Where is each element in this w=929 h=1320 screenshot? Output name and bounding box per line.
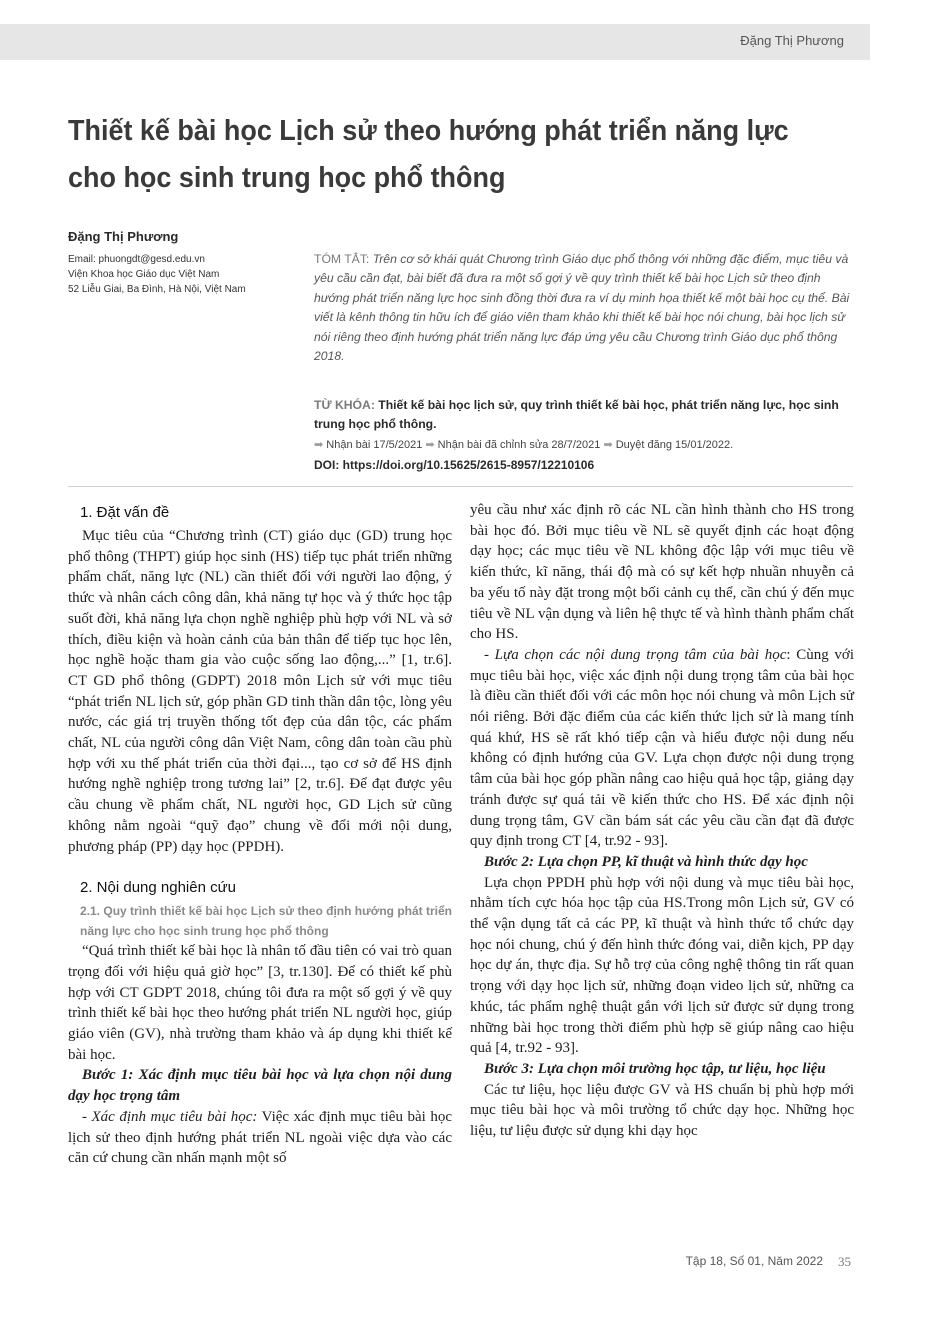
date-accepted: Duyệt đăng 15/01/2022. <box>615 439 734 451</box>
right-paragraph-2-lead: - Lựa chọn các nội dung trọng tâm của bài học <box>484 646 787 663</box>
author-institute: Viện Khoa học Giáo dục Việt Nam <box>68 269 220 280</box>
header-divider <box>68 486 853 487</box>
page-number: 35 <box>838 1254 851 1269</box>
step-1-lead: - Xác định mục tiêu bài học: <box>82 1108 258 1125</box>
section-2-title: 2. Nội dung nghiên cứu <box>80 879 236 897</box>
page-footer <box>0 1250 929 1272</box>
section-2-paragraph: “Quá trình thiết kế bài học là nhân tố đầu tiên có vai trò quan trọng đối với hiệu quả giờ học” [3, tr.130]. Để có thiết kế phù hợp với CT GDPT 2018, chúng tôi đưa ra một số gợi ý về quy trình thiết kế bài học theo hướng phát triển NL người học, giúp giáo viên (GV), nhà trường tham khảo và áp dụng khi thiết kế bài học. <box>68 943 452 1063</box>
body-column-right <box>470 500 854 1142</box>
keywords <box>314 396 854 435</box>
author-name: Đặng Thị Phương <box>68 229 179 244</box>
abstract-text: Trên cơ sở khái quát Chương trình Giáo dục phổ thông với những đặc điểm, mục tiêu và yêu cầu cần đạt, bài biết đã đưa ra một số gợi ý về quy trình thiết kế bài học Lịch sử theo định hướng phát triển năng lực học sinh đồng thời đưa ra ví dụ minh họa thiết kế một bài học cụ thể. Bài viết là kênh thông tin hữu ích để giáo viên tham khảo khi thiết kế bài học nói chung, bài học lịch sử nói riêng theo định hướng phát triển năng lực đáp ứng yêu cầu Chương trình Giáo dục phổ thông 2018. <box>314 252 850 364</box>
step-1-title: Bước 1: Xác định mục tiêu bài học và lựa chọn nội dung dạy học trọng tâm <box>68 1067 452 1105</box>
subsection-2-1-title: 2.1. Quy trình thiết kế bài học Lịch sử theo định hướng phát triển năng lực cho học sinh trung học phổ thông <box>80 904 452 939</box>
step-3-paragraph: Các tư liệu, học liệu được GV và HS chuẩn bị phù hợp mới mục tiêu bài học và môi trường tổ chức dạy học. Những học liệu, tư liệu được sử dụng khi dạy học <box>470 1081 854 1140</box>
step-2-paragraph: Lựa chọn PPDH phù hợp với nội dung và mục tiêu bài học, nhằm tích cực hóa học tập của HS.Trong môn Lịch sử, GV có thể vận dụng tất cả các PP, kĩ thuật và hình thức tổ chức dạy học nói chung, chú ý đến hình thức đóng vai, diễn kịch, PP dạy học dự án, thực địa. Sự hỗ trợ của công nghệ thông tin rất quan trọng với dạy học lịch sử, những đoạn video lịch sử, những ca khúc, tác phẩm nghệ thuật gắn với lịch sử được sử dụng trong những bài học trong thời điểm phù hợp sẽ giúp nâng cao hiệu quả [4, tr.92 - 93]. <box>470 874 854 1057</box>
arrow-icon: ➡ <box>603 439 613 451</box>
section-1-paragraph: Mục tiêu của “Chương trình (CT) giáo dục (GD) trung học phổ thông (THPT) giúp học sinh (HS) tiếp tục phát triển những phẩm chất, năng lực (NL) cần thiết đối với người lao động, ý thức và nhân cách công dân, khả năng tự học và ý thức học tập suốt đời, khả năng lựa chọn nghề nghiệp phù hợp với NL và sở thích, điều kiện và hoàn cảnh của bản thân để tiếp tục học lên, học nghề hoặc tham gia vào cuộc sống lao động,...” [1, tr.6]. CT GD phổ thông (GDPT) 2018 môn Lịch sử với mục tiêu “phát triển NL lịch sử, góp phần GD tinh thần dân tộc, lòng yêu nước, các giá trị truyền thống tốt đẹp của dân tộc, các phẩm chất, NL của người công dân Việt Nam, công dân toàn cầu phù hợp với xu thế phát triển của thời đại..., tạo cơ sở để HS định hướng nghề nghiệp trong tương lai” [2, tr.6]. Để đạt được yêu cầu chung về phẩm chất, NL người học, GD Lịch sử cũng không nằm ngoài “quỹ đạo” chung về đổi mới nội dung, phương pháp (PP) dạy học (PPDH). <box>68 528 452 855</box>
date-received: Nhận bài 17/5/2021 <box>326 439 423 451</box>
step-1-paragraph <box>68 1107 452 1169</box>
arrow-icon: ➡ <box>314 439 324 451</box>
running-header <box>0 24 870 60</box>
date-revised: Nhận bài đã chỉnh sửa 28/7/2021 <box>437 439 601 451</box>
step-1-text: Việc xác định mục tiêu bài học lịch sử theo định hướng phát triển NL ngoài việc dựa vào các căn cứ chung cần nhấn mạnh một số <box>68 1108 452 1167</box>
abstract <box>314 250 854 366</box>
step-2-title: Bước 2: Lựa chọn PP, kĩ thuật và hình thức dạy học <box>484 853 808 870</box>
title-line-2: cho học sinh trung học phổ thông <box>68 162 506 194</box>
article-dates <box>314 438 854 451</box>
step-3-title: Bước 3: Lựa chọn môi trường học tập, tư liệu, học liệu <box>484 1060 826 1077</box>
body-column-left <box>68 500 452 1169</box>
right-paragraph-2-text: : Cùng với mục tiêu bài học, việc xác định nội dung trọng tâm của bài học là điều cần thiết đối với các môn học nói chung và môn Lịch sử nói riêng. Bởi đặc điểm của các kiến thức lịch sử là mang tính quá khứ, HS sẽ rất khó tiếp cận và hiểu được nội dung nếu không có định hướng của GV. Lựa chọn được nội dung trọng tâm của bài học góp phần nâng cao hiệu quả học tập, giảng dạy tránh được sự quá tải về kiến thức cho HS. Để xác định nội dung trọng tâm, GV cần bám sát các yêu cầu cần đạt đã được quy định trong CT [4, tr.92 - 93]. <box>470 646 854 850</box>
abstract-label: TÓM TẮT: <box>314 252 370 266</box>
author-affiliation <box>68 252 308 297</box>
keywords-text: Thiết kế bài học lịch sử, quy trình thiết kế bài học, phát triển năng lực, học sinh trung học phổ thông. <box>314 398 839 432</box>
doi-link[interactable]: DOI: https://doi.org/10.15625/2615-8957/12210106 <box>314 458 595 472</box>
footer-journal-info: Tập 18, Số 01, Năm 2022 <box>685 1254 823 1268</box>
section-gap <box>68 857 452 875</box>
header-author: Đặng Thị Phương <box>740 33 844 48</box>
right-paragraph-2 <box>470 645 854 852</box>
title-line-1: Thiết kế bài học Lịch sử theo hướng phát triển năng lực <box>68 115 789 147</box>
author-email: Email: phuongdt@gesd.edu.vn <box>68 254 205 265</box>
right-paragraph-1: yêu cầu như xác định rõ các NL cần hình thành cho HS trong bài học đó. Bởi mục tiêu về NL sẽ quyết định các hoạt động dạy học; các mục tiêu về NL không độc lập với mục tiêu về kiến thức, kĩ năng, thái độ mà có sự kết hợp nhuần nhuyễn cả ba yếu tố này đặt trong một bối cảnh cụ thể, cần chú ý đến mục tiêu về NL vận dụng và liên hệ thực tế và hình thành phẩm chất cho HS. <box>470 502 854 643</box>
article-title <box>68 108 812 202</box>
author-address: 52 Liễu Giai, Ba Đình, Hà Nội, Việt Nam <box>68 284 246 295</box>
section-1-title: 1. Đặt vấn đề <box>80 504 170 521</box>
keywords-label: TỪ KHÓA: <box>314 398 375 412</box>
arrow-icon: ➡ <box>425 439 435 451</box>
